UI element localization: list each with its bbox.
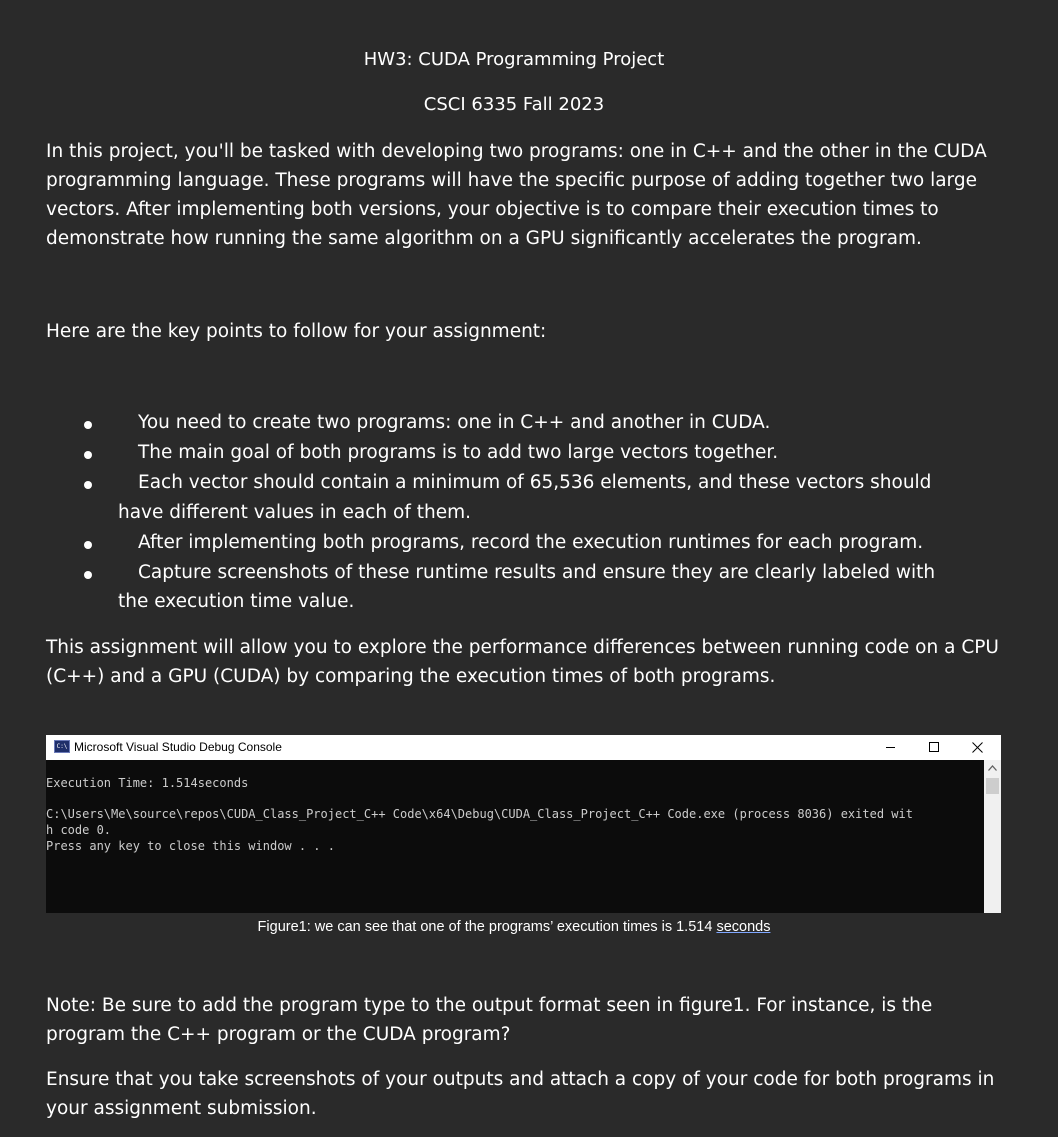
document-title: HW3: CUDA Programming Project bbox=[363, 49, 665, 70]
scroll-thumb[interactable] bbox=[986, 778, 999, 794]
console-line: Execution Time: 1.514seconds bbox=[46, 776, 249, 790]
console-titlebar bbox=[46, 735, 1001, 760]
console-screenshot bbox=[46, 735, 1001, 913]
summary-paragraph: This assignment will allow you to explore the performance differences between running code on a CPU (C++) and a GPU (CUDA) by comparing the execution times of both programs. bbox=[46, 637, 999, 687]
list-item: After implementing both programs, record the execution runtimes for each program. bbox=[118, 528, 958, 558]
close-icon bbox=[972, 742, 983, 753]
console-line: C:\Users\Me\source\repos\CUDA_Class_Project_C++ Code\x64\Debug\CUDA_Class_Project_C++ Code.exe (process 8036) exited wit bbox=[46, 807, 913, 821]
close-button[interactable] bbox=[956, 735, 1000, 760]
maximize-button[interactable] bbox=[912, 735, 956, 760]
console-app-icon: C:\ bbox=[54, 740, 70, 753]
bullet-icon bbox=[84, 571, 92, 579]
intro-paragraph: In this project, you'll be tasked with developing two programs: one in C++ and the other in the CUDA programming language. These programs will have the specific purpose of adding together two large vectors. After implementing both versions, your objective is to compare their execution times to demonstrate how running the same algorithm on a GPU significantly accelerates the program. bbox=[46, 141, 987, 249]
list-item: You need to create two programs: one in C++ and another in CUDA. bbox=[118, 408, 958, 438]
note-paragraph: Note: Be sure to add the program type to the output format seen in figure1. For instance, is the program the C++ program or the CUDA program? bbox=[46, 995, 933, 1045]
list-item: Each vector should contain a minimum of 65,536 elements, and these vectors should have different values in each of them. bbox=[118, 468, 958, 528]
list-item: The main goal of both programs is to add two large vectors together. bbox=[118, 438, 958, 468]
key-points-list bbox=[0, 408, 1000, 617]
console-window-title: Microsoft Visual Studio Debug Console bbox=[74, 740, 282, 754]
closing-paragraph: Ensure that you take screenshots of your outputs and attach a copy of your code for both programs in your assignment submission. bbox=[46, 1069, 995, 1119]
scroll-up-button[interactable] bbox=[984, 760, 1001, 777]
console-output bbox=[46, 760, 984, 913]
figure-caption: Figure1: we can see that one of the programs’ execution times is 1.514 seconds bbox=[257, 919, 771, 935]
chevron-up-icon bbox=[988, 765, 997, 771]
list-item: Capture screenshots of these runtime results and ensure they are clearly labeled with the execution time value. bbox=[118, 558, 958, 618]
console-line: h code 0. bbox=[46, 823, 112, 837]
minimize-button[interactable] bbox=[868, 735, 912, 760]
key-points-heading: Here are the key points to follow for your assignment: bbox=[46, 321, 547, 342]
bullet-icon bbox=[84, 481, 92, 489]
bullet-icon bbox=[84, 421, 92, 429]
console-line: Press any key to close this window . . . bbox=[46, 838, 335, 853]
bullet-icon bbox=[84, 451, 92, 459]
document-subtitle: CSCI 6335 Fall 2023 bbox=[423, 94, 605, 115]
console-scrollbar[interactable] bbox=[984, 760, 1001, 913]
bullet-icon bbox=[84, 541, 92, 549]
